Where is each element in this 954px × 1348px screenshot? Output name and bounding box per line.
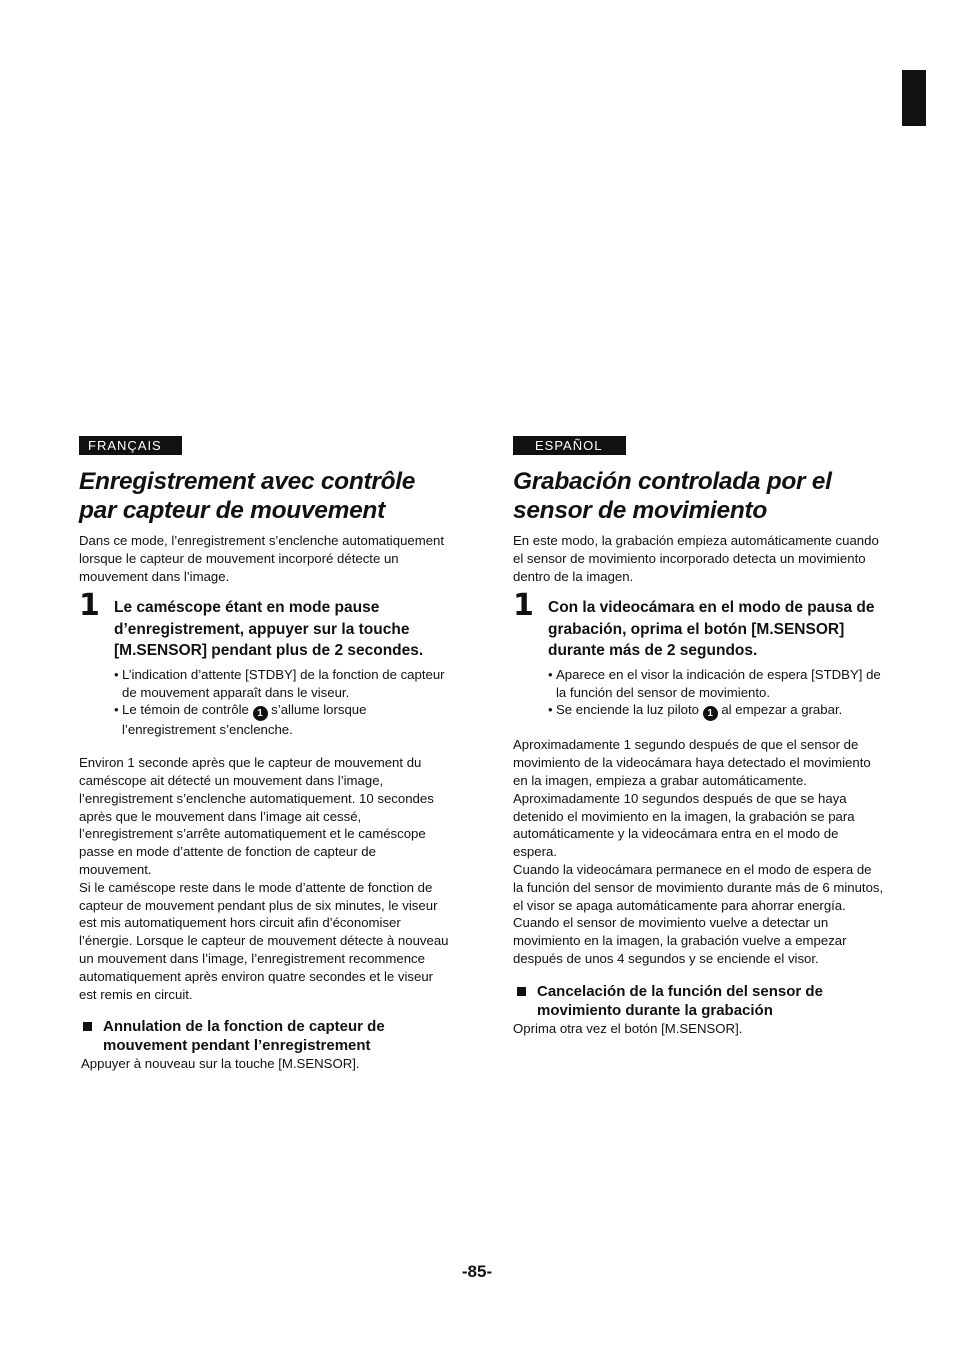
language-tag-french: FRANÇAIS [79,436,182,455]
step-number: 1 [513,588,534,624]
note-item: • L’indication d’attente [STDBY] de la fonction de capteur de mouvement apparaît dans le viseur. [114,666,445,700]
cancel-heading [513,982,885,1020]
description-paragraph: Aproximadamente 1 segundo después de que el sensor de movimiento de la videocámara haya detectado el movimiento en la imagen, empieza a grabar automáticamente. Aproximadamente 10 segundos después de que se haya detenido el movimiento en la imagen, la grabación se para automáticamente y la videocámara entra en el modo de espera. [513,737,871,860]
indicator-marker-1-icon: 1 [253,706,268,721]
note-text: L’indication d’attente [STDBY] de la fonction de capteur de mouvement apparaît dans le viseur. [122,666,445,700]
note-item: • Le témoin de contrôle 1 s’allume lorsque l’enregistrement s’enclenche. [114,702,367,738]
square-bullet-icon [83,1022,92,1031]
title-line-1: Grabación controlada por el [513,468,832,495]
page-edge-tab [902,70,926,126]
note-item: • Se enciende la luz piloto 1 al empezar a grabar. [548,702,843,720]
french-column [79,436,451,1073]
description [79,754,451,1003]
cancel-instruction: Oprima otra vez el botón [M.SENSOR]. [513,1020,743,1036]
square-bullet-icon [517,987,526,996]
description [513,736,885,967]
language-tag-spanish: ESPAÑOL [513,436,626,455]
note-text: al empezar a grabar. [721,702,843,718]
step-instruction: Le caméscope étant en mode pause d’enregistrement, appuyer sur la touche [M.SENSOR] pendant plus de 2 secondes. [114,599,424,660]
description-paragraph: Environ 1 seconde après que le capteur de mouvement du caméscope ait détecté un mouvement dans l’image, l’enregistrement s’enclenche automatiquement. 10 secondes après que le mouvement dans l’image ait cessé, l’enregistrement s’arrête automatiquement et le caméscope passe en mode d’attente de fonction de capteur de mouvement. [79,755,434,878]
title-line-2: par capteur de mouvement [79,497,385,524]
section-title-spanish [513,467,885,525]
note-text: Le témoin de contrôle [122,702,249,718]
step-number: 1 [79,588,100,624]
step-1 [513,588,885,662]
description-paragraph: Cuando la videocámara permanece en el modo de espera de la función del sensor de movimiento durante más de 6 minutos, el visor se apaga automáticamente para ahorrar energía. Cuando el sensor de movimiento vuelve a detectar un movimiento en la imagen, la grabación vuelve a empezar después de unos 4 segundos y se enciende el visor. [513,862,884,967]
note-text: Se enciende la luz piloto [556,702,699,718]
title-line-1: Enregistrement avec contrôle [79,468,416,495]
step-notes [548,666,885,722]
step-1 [79,588,451,662]
cancel-heading [79,1017,451,1055]
cancel-heading-text: Cancelación de la función del sensor de movimiento durante la grabación [537,982,823,1019]
section-title-french [79,467,451,525]
note-item: • Aparece en el visor la indicación de espera [STDBY] de la función del sensor de movimiento. [548,666,881,700]
step-notes [114,666,451,739]
page-number: -85- [461,1262,493,1281]
cancel-instruction: Appuyer à nouveau sur la touche [M.SENSOR]. [81,1056,360,1072]
spanish-column [513,436,885,1038]
note-text: s’allume lorsque l’enregistrement s’enclenche. [122,702,367,738]
indicator-marker-1-icon: 1 [703,706,718,721]
note-text: Aparece en el visor la indicación de espera [STDBY] de la función del sensor de movimiento. [556,666,881,700]
intro-paragraph: Dans ce mode, l’enregistrement s’enclenche automatiquement lorsque le capteur de mouvement incorporé détecte un mouvement dans l’image. [79,533,445,584]
description-paragraph: Si le caméscope reste dans le mode d’attente de fonction de capteur de mouvement pendant plus de six minutes, le viseur est mis automatiquement hors circuit afin d’économiser l’énergie. Lorsque le capteur de mouvement détecte à nouveau un mouvement dans l’image, l’enregistrement recommence automatiquement après environ quatre secondes et le viseur est remis en circuit. [79,879,449,1002]
title-line-2: sensor de movimiento [513,497,768,524]
step-instruction: Con la videocámara en el modo de pausa de grabación, oprima el botón [M.SENSOR] durante más de 2 segundos. [548,599,875,660]
cancel-heading-text: Annulation de la fonction de capteur de mouvement pendant l’enregistrement [103,1018,385,1055]
intro-paragraph: En este modo, la grabación empieza automáticamente cuando el sensor de movimiento incorporado detecta un movimiento dentro de la imagen. [513,533,879,584]
